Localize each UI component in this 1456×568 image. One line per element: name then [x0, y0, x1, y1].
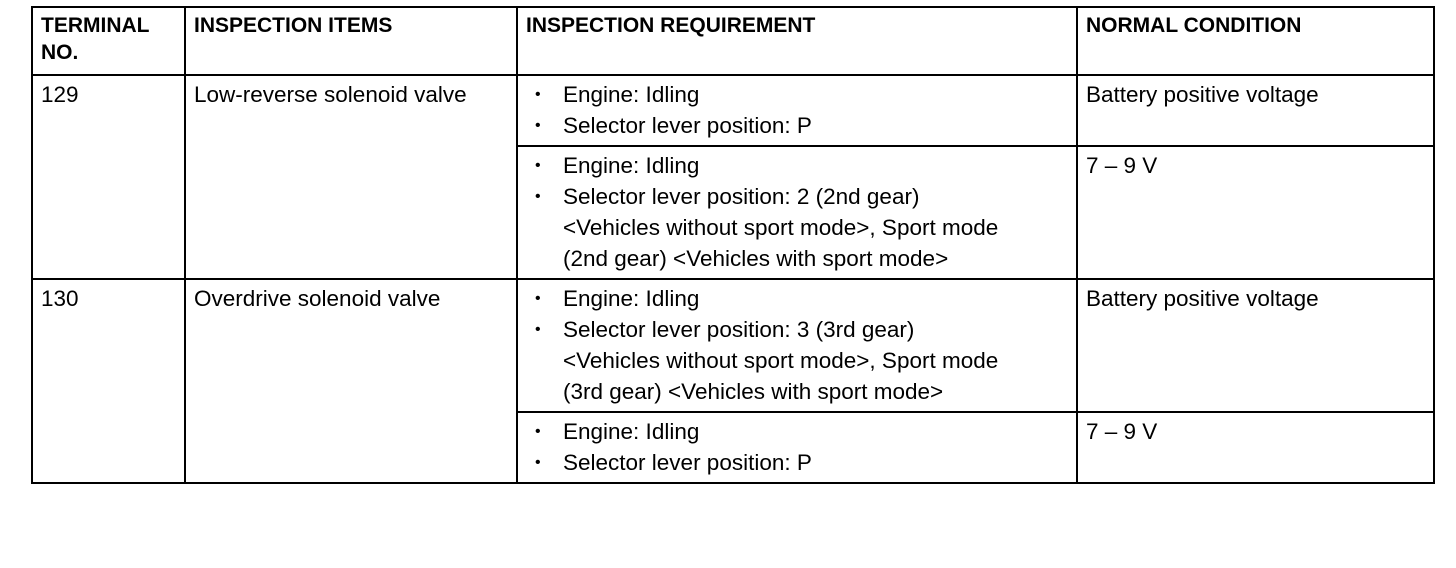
requirement-item: • Engine: Idling	[526, 283, 1068, 314]
bullet-icon: •	[535, 157, 541, 174]
normal-condition-cell: Battery positive voltage	[1077, 279, 1434, 412]
bullet-icon: •	[535, 423, 541, 440]
header-normal-condition: NORMAL CONDITION	[1077, 7, 1434, 75]
requirement-cell	[517, 75, 1077, 146]
table-row	[32, 279, 1434, 412]
requirement-item: • Engine: Idling	[526, 150, 1068, 181]
requirement-cell	[517, 146, 1077, 279]
requirement-item: • Selector lever position: 2 (2nd gear) <Vehicles without sport mode>, Sport mode (2nd gear) <Vehicles with sport mode>	[526, 181, 1068, 274]
requirement-item: • Engine: Idling	[526, 79, 1068, 110]
requirement-list	[526, 283, 1068, 407]
requirement-item: • Engine: Idling	[526, 416, 1068, 447]
terminal-no-cell: 129	[32, 75, 185, 279]
normal-condition-cell: 7 – 9 V	[1077, 146, 1434, 279]
table-row	[32, 75, 1434, 146]
requirement-item: • Selector lever position: P	[526, 110, 1068, 141]
terminal-no-cell: 130	[32, 279, 185, 483]
header-terminal-no: TERMINAL NO.	[32, 7, 185, 75]
requirement-list	[526, 79, 1068, 141]
requirement-list	[526, 150, 1068, 274]
header-inspection-items: INSPECTION ITEMS	[185, 7, 517, 75]
normal-condition-cell: 7 – 9 V	[1077, 412, 1434, 483]
inspection-item-cell: Low-reverse solenoid valve	[185, 75, 517, 279]
requirement-list	[526, 416, 1068, 478]
requirement-cell	[517, 279, 1077, 412]
inspection-item-cell: Overdrive solenoid valve	[185, 279, 517, 483]
inspection-table	[31, 6, 1435, 484]
requirement-item: • Selector lever position: 3 (3rd gear) <Vehicles without sport mode>, Sport mode (3rd gear) <Vehicles with sport mode>	[526, 314, 1068, 407]
requirement-cell	[517, 412, 1077, 483]
table-header-row	[32, 7, 1434, 75]
requirement-item: • Selector lever position: P	[526, 447, 1068, 478]
bullet-icon: •	[535, 188, 541, 205]
bullet-icon: •	[535, 454, 541, 471]
bullet-icon: •	[535, 117, 541, 134]
normal-condition-cell: Battery positive voltage	[1077, 75, 1434, 146]
bullet-icon: •	[535, 290, 541, 307]
bullet-icon: •	[535, 86, 541, 103]
bullet-icon: •	[535, 321, 541, 338]
header-inspection-requirement: INSPECTION REQUIREMENT	[517, 7, 1077, 75]
